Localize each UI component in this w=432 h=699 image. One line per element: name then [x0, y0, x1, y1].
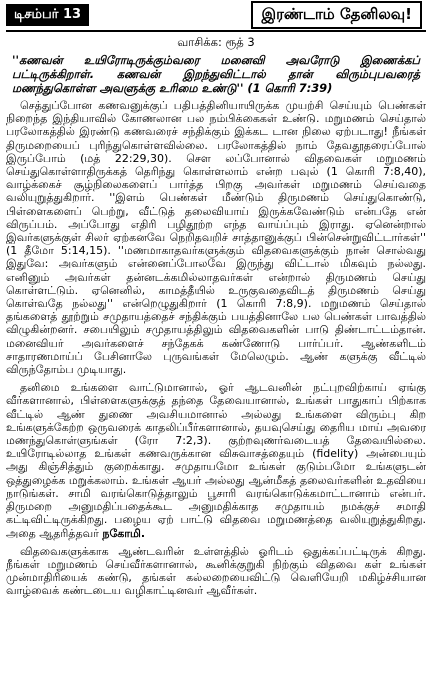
paragraph-3 [6, 545, 426, 598]
paragraph-1 [6, 99, 426, 376]
paragraph-2 [6, 381, 426, 539]
paragraph-2-bold-tail: நகோமி. [102, 526, 146, 540]
page-title: இரண்டாம் தேனிலவு! [251, 1, 422, 29]
paragraph-3-text: விதவைகளுக்காக ஆண்டவரின் உள்ளத்தில் ஓரிடம் ஒதுக்கப்பட்டிருக் கிறது. நீங்கள் மறுமணம் செய்வீர்களானால், கூனிக்குறுகி நிற்கும் விதவை கள் உங்கள் முன்மாதிரியைக் கண்டு, தங்கள் கல்லறையைவிட்டு வெளியேறி மகிழ்ச்சியான வாழ்வைக் கண்டடைய வழிகாட்டினவர் ஆவீர்கள். [6, 544, 426, 598]
paragraph-2-text: தனிமை உங்களை வாட்டுமானால், ஓர் ஆடவனின் நட்புறவிற்காய் ஏங்கு வீர்களானால், பிள்ளைகளுக்குத் தந்தை தேவையானால், உங்கள் பாதுகாப் பிற்காக வீட்டில் ஆண் துணை அவசியமானால் அல்லது உங்களை விரும்பு கிற உங்களுக்கேற்ற ஒருவரைக் காதலிப்பீர்களானால், தயவுசெய்து தைரிய மாய் அவரை மணந்துகொள்ளுங்கள் (ரோ 7:2,3). குற்றவுணர்வடையத் தேவையில்லை. உயிரோடில்லாத உங்கள் கணவருக்கான விசுவாசத்தையும் (fidelity) அன்பையும் அது கிஞ்சித்தும் குறைக்காது. சமுதாயமோ உங்கள் குடும்பமோ உங்களுடன் ஒத்துழைக்க மறுக்கலாம். உங்கள் ஆயர் அல்லது ஆன்மீகத் தலைவர்களின் உதவியை நாடுங்கள். சாமி வரங்கொடுத்தாலும் பூசாரி வரங்கொடுக்கமாட்டானாம் என்பர். திருமறை அனுமதிப்பதைக்கூட அனுமதிக்காத சமுதாயம் நமக்குச் சமாதி கட்டிவிட்டிருக்கிறது. பழைய ஏற் பாட்டு விதவை மறுமணத்தை வலியுறுத்துகிறது. அதை ஆதரித்தவர் [6, 381, 426, 540]
date-label: டிசம்பர் 13 [6, 4, 89, 26]
paragraph-1-text: செத்துப்போன கணவனுக்குப் பதிபத்தினியாயிருக்க முயற்சி செய்யும் பெண்கள் நிறைந்த இந்தியாவில் கோணலான பல நம்பிக்கைகள் உண்டு. மறுமணம் செய்தால் பரலோகத்தில் இரண்டு கணவரைச் சந்திக்கும் இக்கட டான நிலை ஏற்படாது! நீங்கள் திருமறையைப் புரிந்துகொள்ளவில்லை. பரலோகத்தில் நாம் தேவதூதரைப்போல் இருப்போம் (மத் 22:29,30). சௌ லப்போனால் விதவைகள் மறுமணம் செய்துகொள்ளாதிருக்கத் தெரிந்து கொள்ளலாம் என்ற பவுல் (1 கொரி 7:8,40), வாழ்க்கைச் சூழ்நிலைகளைப் பார்த்த பிறகு அவர்கள் மறுமணம் செய்வதை வலியுறுத்துகிறார். ''இளம் பெண்கள் மீண்டும் திருமணம் செய்துகொண்டு, பிள்ளைகளைப் பெற்று, வீட்டுத் தலைவியாய் இருக்கவேண்டும் என்பதே என் விருப்பம். அப்போது எதிரி பழிதூற்ற எந்த வாய்ப்பும் இராது. ஏனென்றால் இவர்களுக்குள் சிலர் ஏற்கனவே நெறிதவறிச் சாத்தானுக்குப் பின்சென்றுவிட்டார்கள்'' (1 தீமோ 5:14,15). ''மணமாகாதவர்களுக்கும் விதவைகளுக்கும் நான் சொல்வது இதுவே: அவர்களும் என்னைப்போலவே இருந்து விட்டால் மிகவும் நல்லது. எனினும் அவர்கள் தன்னடக்கமில்லாதவர்கள் என்றால் திருமணம் செய்து கொள்ளட்டும். ஏனெனில், காமத்தீயில் உருகுவதைவிடத் திருமணம் செய்து கொள்வதே நல்லது'' என்றெழுதுகிறார் (1 கொரி 7:8,9). மறுமணம் செய்தால் தங்களைத் தூற்றும் சமுதாயத்தைச் சந்திக்கும் பயத்தினாலே பல பெண்கள் பாவத்தில் விழுகின்றனர். சபையிலும் சமுதாயத்திலும் விதவைகளின் பாடு திண்டாட்டம்தான். மனைவியர் அவர்களைச் சந்தேகக் கண்ணோடு பார்ப்பர். ஆண்களிடம் சாதாரணமாய்ப் பேசினாலே புருவங்கள் மேலெழும். ஆண் களுக்கு வீட்டில் விருந்தோம்ப முடியாது. [6, 99, 426, 377]
key-verse: ''கணவன் உயிரோடிருக்கும்வரை மனைவி அவரோடு இணைக்கப் பட்டிருக்கிறாள். கணவன் இறந்துவிட்டால் தான் விரும்புபவரைத் மணந்துகொள்ள அவளுக்கு உரிமை உண்டு'' (1 கொரி 7:39) [12, 53, 420, 95]
body-text [6, 99, 426, 598]
page-header [6, 0, 426, 32]
reading-reference: வாசிக்க: ரூத் 3 [177, 35, 255, 49]
